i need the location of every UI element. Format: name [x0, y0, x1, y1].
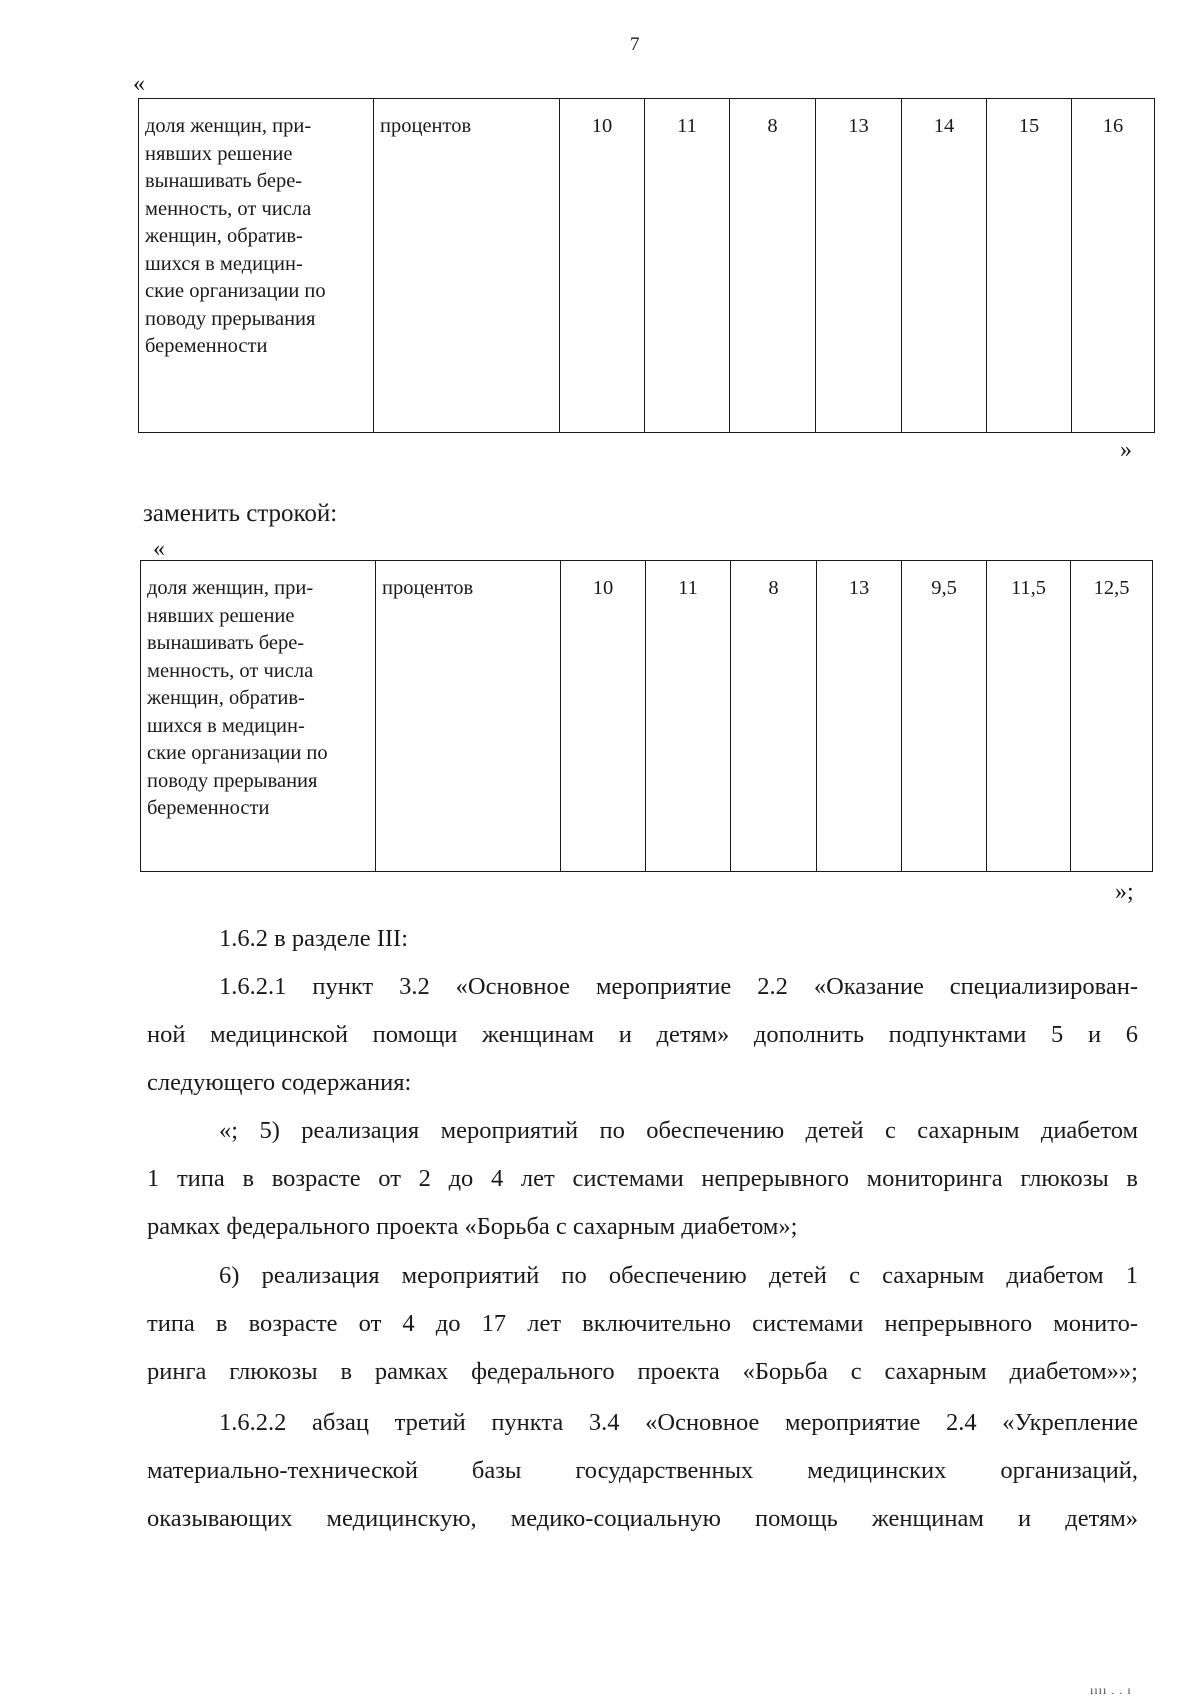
value-cell: 8 [731, 561, 817, 872]
page-number: 7 [630, 34, 640, 55]
value-cell: 14 [902, 99, 987, 433]
value-cell: 11 [646, 561, 731, 872]
paragraph-subitem-5: «; 5) реализация мероприятий по обеспечению детей с сахарным диабетом 1 типа в возрасте от 2 до 4 лет системами непрерывного мониторинга глюкозы в рамках федерального проекта «Борьба с сахарным диабетом»; [147, 1117, 1138, 1240]
paragraph-1-6-2-1: 1.6.2.1 пункт 3.2 «Основное мероприятие 2.2 «Оказание специализирован- ной медицинской помощи женщинам и детям» дополнить подпунктами 5 и 6 следующего содержания: [147, 973, 1138, 1096]
close-quote: » [1120, 437, 1132, 463]
table-row [141, 561, 1153, 872]
value-cell: 11,5 [987, 561, 1071, 872]
value-cell: 13 [817, 561, 902, 872]
value-cell: 10 [561, 561, 646, 872]
close-quote-semicolon: »; [1115, 879, 1134, 905]
scan-mark: ıııı . . ı [1090, 1683, 1132, 1697]
paragraph-1-6-2-2: 1.6.2.2 абзац третий пункта 3.4 «Основное мероприятие 2.4 «Укрепление материально-технической базы государственных медицинских организаций, оказывающих медицинскую, медико-социальную помощь женщинам и детям» [147, 1409, 1138, 1532]
indicator-description: доля женщин, при- нявших решение вынашивать бере- менность, от числа женщин, обратив- шихся в медицин- ские организации по поводу прерывания беременности [141, 561, 376, 872]
unit-cell: процентов [374, 99, 560, 433]
old-indicator-table [138, 98, 1155, 433]
value-cell: 15 [987, 99, 1072, 433]
replace-heading: заменить строкой: [143, 500, 338, 527]
open-quote: « [133, 71, 145, 97]
unit-cell: процентов [376, 561, 561, 872]
value-cell: 16 [1072, 99, 1155, 433]
indicator-description: доля женщин, при- нявших решение вынашивать бере- менность, от числа женщин, обратив- шихся в медицин- ские организации по поводу прерывания беременности [139, 99, 374, 433]
value-cell: 13 [816, 99, 902, 433]
value-cell: 11 [645, 99, 730, 433]
paragraph-subitem-6: 6) реализация мероприятий по обеспечению детей с сахарным диабетом 1 типа в возрасте от 4 до 17 лет включительно системами непрерывного монито- ринга глюкозы в рамках федерального проекта «Борьба с сахарным диабетом»»; [147, 1262, 1138, 1385]
value-cell: 9,5 [902, 561, 987, 872]
new-indicator-table [140, 560, 1153, 872]
table-row [139, 99, 1155, 433]
paragraph-1-6-2: 1.6.2 в разделе III: [219, 925, 409, 952]
open-quote: « [153, 536, 165, 562]
value-cell: 10 [560, 99, 645, 433]
value-cell: 12,5 [1071, 561, 1153, 872]
value-cell: 8 [730, 99, 816, 433]
